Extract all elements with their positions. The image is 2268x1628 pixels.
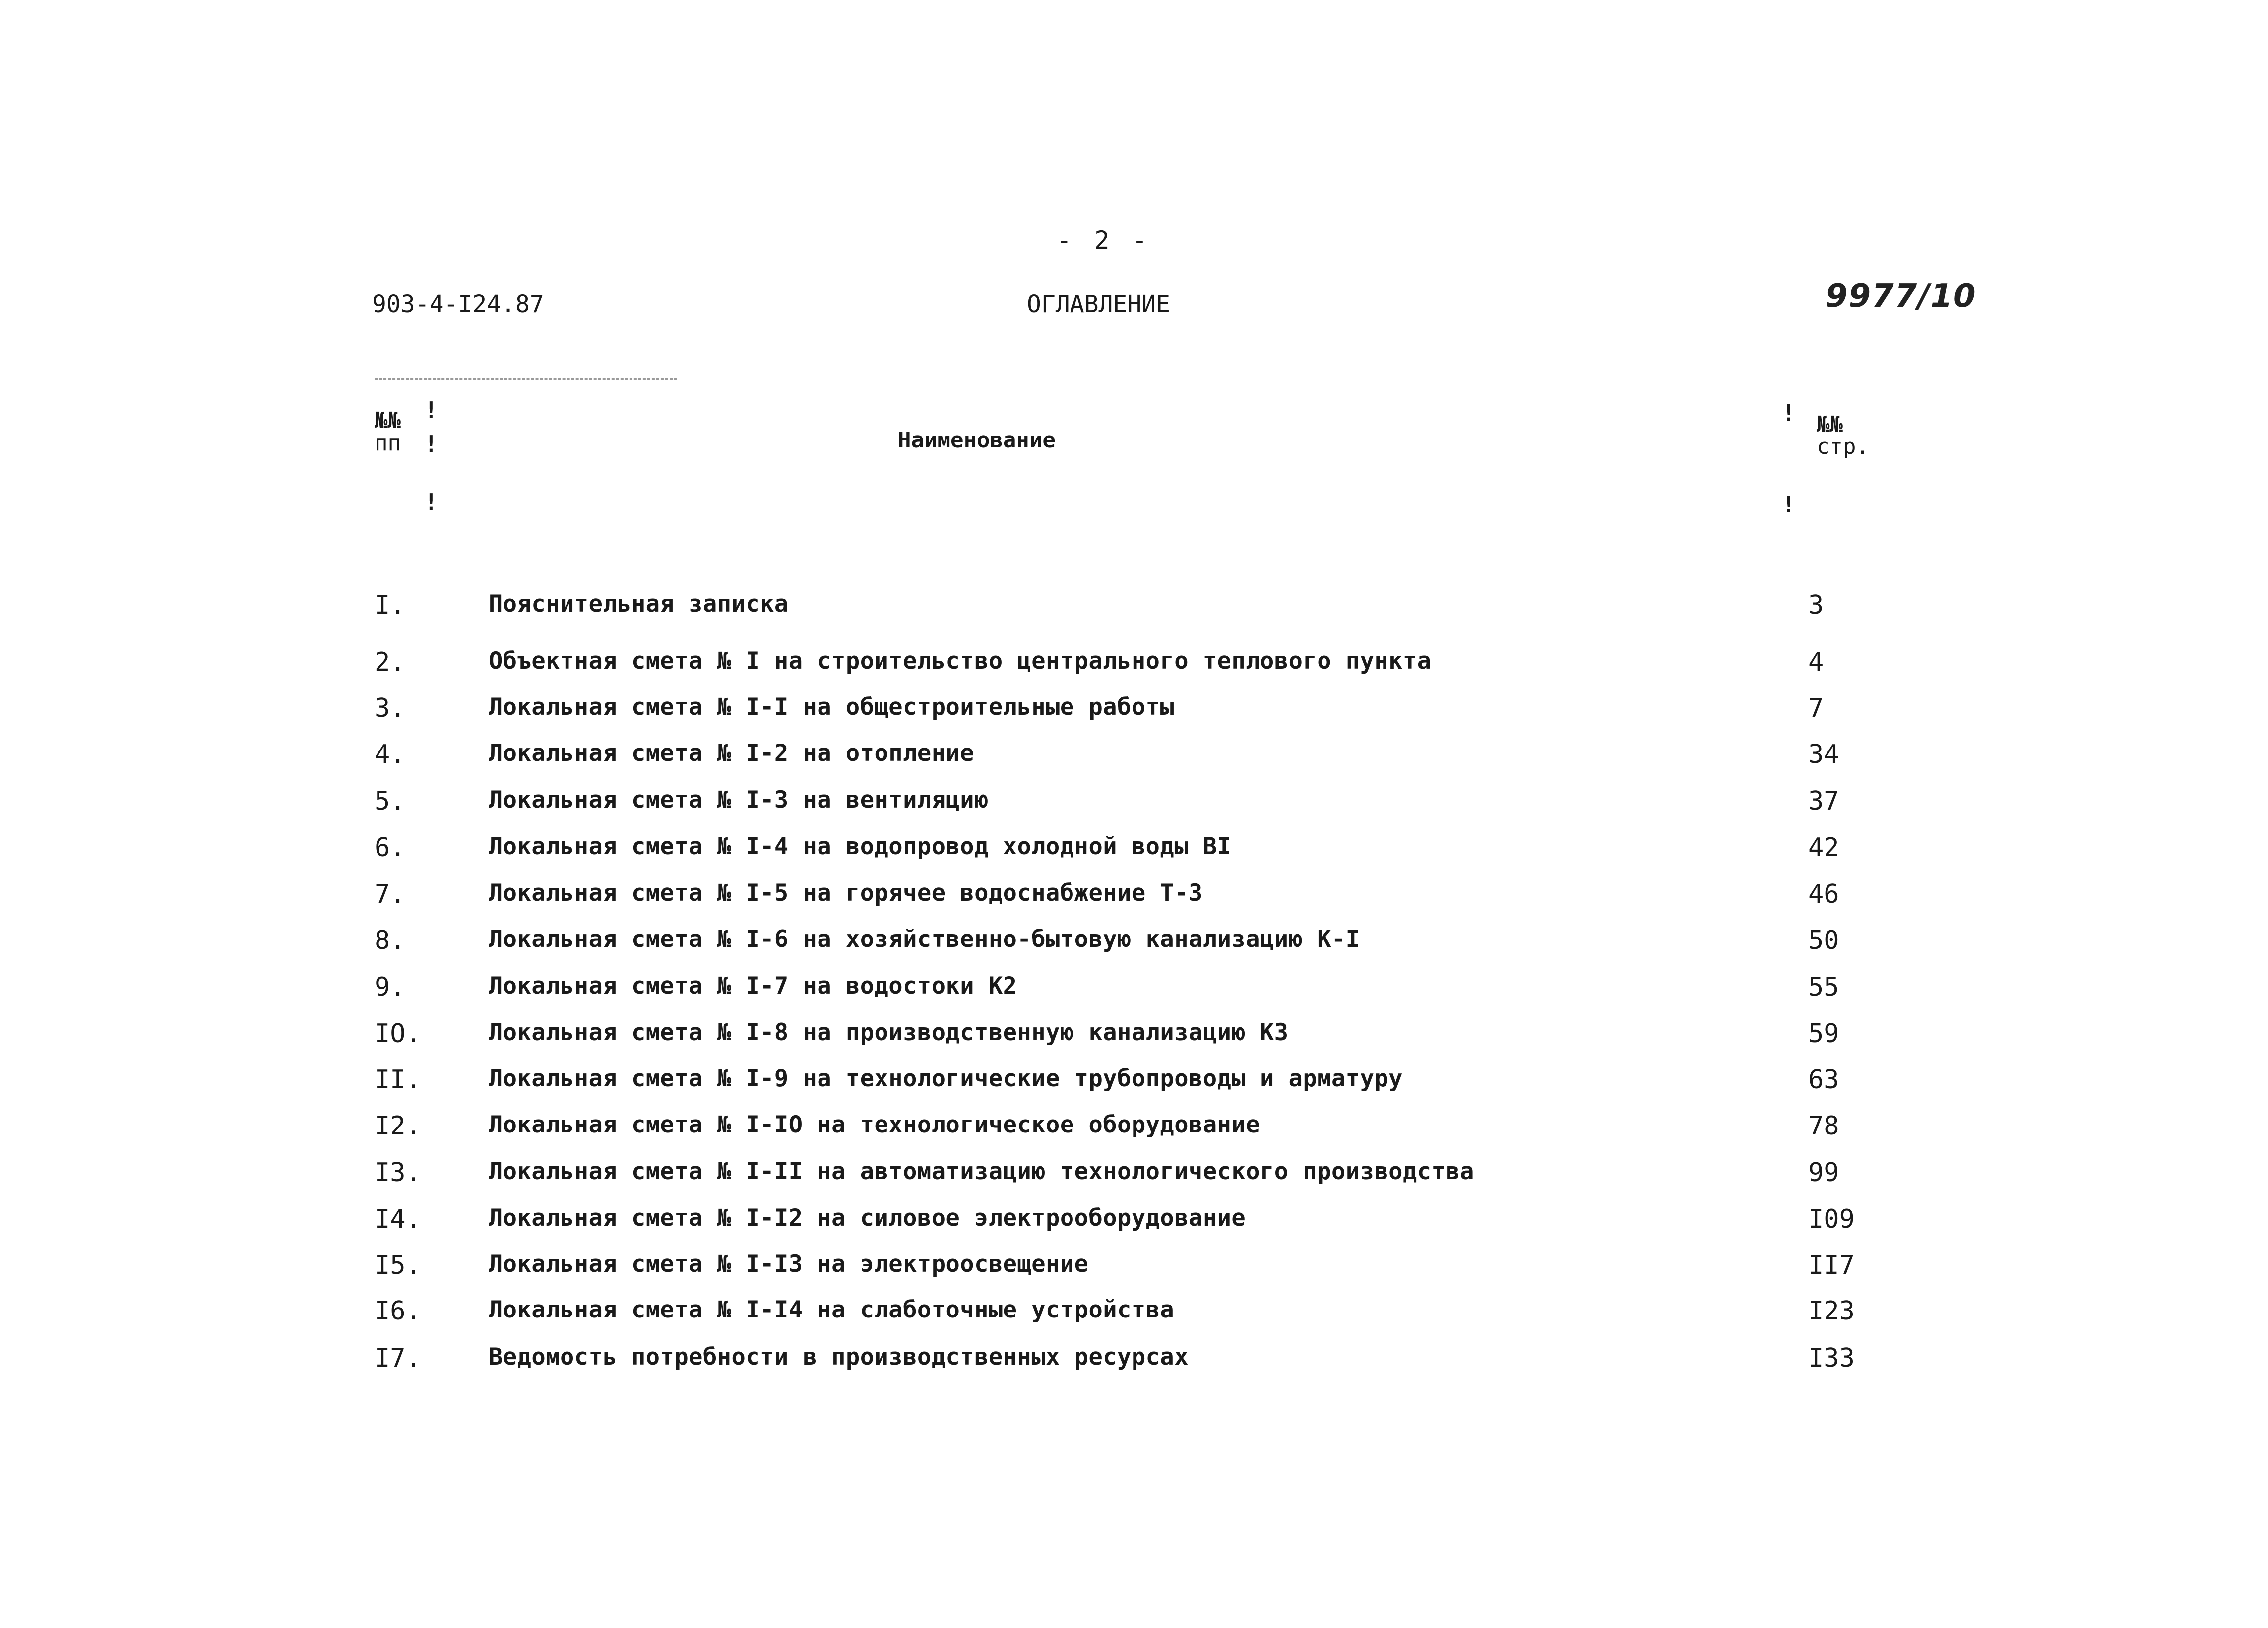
item-number: 9.	[375, 972, 406, 1002]
item-page: 3	[1808, 590, 1824, 620]
item-title: Локальная смета № I-II на автоматизацию технологического производства	[489, 1158, 1474, 1185]
item-number: I.	[375, 590, 406, 620]
list-item	[0, 1296, 2268, 1336]
item-title: Локальная смета № I-I4 на слаботочные устройства	[489, 1296, 1175, 1323]
handwritten-number: 9977/10	[1826, 278, 1977, 314]
item-page: 55	[1808, 972, 1839, 1002]
item-title: Локальная смета № I-3 на вентиляцию	[489, 786, 989, 814]
item-title: Локальная смета № I-8 на производственную канализацию К3	[489, 1019, 1289, 1046]
item-page: 78	[1808, 1111, 1839, 1141]
toc-title: ОГЛАВЛЕНИЕ	[1027, 290, 1170, 318]
list-item	[0, 590, 2268, 630]
num-header-line2: пп	[375, 431, 401, 456]
item-title: Объектная смета № I на строительство центрального теплового пункта	[489, 647, 1432, 675]
list-item	[0, 1251, 2268, 1290]
list-item	[0, 1065, 2268, 1105]
item-page: 37	[1808, 786, 1839, 816]
header-rule	[375, 378, 677, 380]
item-number: 4.	[375, 740, 406, 769]
list-item	[0, 926, 2268, 965]
item-title: Ведомость потребности в производственных ресурсах	[489, 1343, 1189, 1371]
item-number: IO.	[375, 1019, 421, 1049]
list-item	[0, 786, 2268, 826]
item-title: Локальная смета № I-4 на водопровод холодной воды ВI	[489, 833, 1232, 860]
item-page: I33	[1808, 1343, 1855, 1373]
item-page: I23	[1808, 1296, 1855, 1326]
page-number: - 2 -	[1057, 226, 1151, 254]
page-header-line1: №№	[1817, 412, 1843, 437]
item-title: Локальная смета № I-7 на водостоки К2	[489, 972, 1017, 1000]
name-column-header: Наименование	[898, 428, 1056, 453]
item-number: I5.	[375, 1251, 421, 1280]
item-page: 42	[1808, 833, 1839, 863]
item-page: 50	[1808, 926, 1839, 955]
item-page: 63	[1808, 1065, 1839, 1095]
item-number: I4.	[375, 1204, 421, 1234]
list-item	[0, 740, 2268, 779]
header-separator: !	[424, 397, 438, 424]
item-title: Локальная смета № I-I на общестроительные работы	[489, 693, 1175, 721]
header-separator: !	[424, 431, 438, 457]
list-item	[0, 693, 2268, 733]
list-item	[0, 1019, 2268, 1059]
item-page: 7	[1808, 693, 1824, 723]
item-number: 2.	[375, 647, 406, 677]
item-title: Локальная смета № I-I3 на электроосвещение	[489, 1251, 1089, 1278]
item-number: 5.	[375, 786, 406, 816]
num-header-line1: №№	[375, 408, 401, 433]
item-page: II7	[1808, 1251, 1855, 1280]
item-number: I3.	[375, 1158, 421, 1188]
item-number: II.	[375, 1065, 421, 1095]
item-title: Пояснительная записка	[489, 590, 789, 618]
item-number: 8.	[375, 926, 406, 955]
item-page: 4	[1808, 647, 1824, 677]
list-item	[0, 972, 2268, 1012]
item-number: 7.	[375, 879, 406, 909]
item-page: 34	[1808, 740, 1839, 769]
item-number: I2.	[375, 1111, 421, 1141]
item-page: 46	[1808, 879, 1839, 909]
list-item	[0, 647, 2268, 687]
item-number: 3.	[375, 693, 406, 723]
item-page: I09	[1808, 1204, 1855, 1234]
header-separator: !	[1782, 399, 1796, 426]
item-title: Локальная смета № I-IO на технологическое оборудование	[489, 1111, 1260, 1138]
item-page: 99	[1808, 1158, 1839, 1188]
list-item	[0, 1204, 2268, 1244]
list-item	[0, 1343, 2268, 1383]
item-number: 6.	[375, 833, 406, 863]
list-item	[0, 879, 2268, 919]
item-number: I6.	[375, 1296, 421, 1326]
page-header-line2: стр.	[1817, 434, 1869, 459]
item-title: Локальная смета № I-2 на отопление	[489, 740, 975, 767]
header-separator: !	[1782, 491, 1796, 518]
header-separator: !	[424, 489, 438, 515]
item-title: Локальная смета № I-9 на технологические трубопроводы и арматуру	[489, 1065, 1403, 1092]
document-code: 903-4-I24.87	[372, 290, 544, 318]
item-page: 59	[1808, 1019, 1839, 1049]
list-item	[0, 833, 2268, 873]
item-title: Локальная смета № I-5 на горячее водоснабжение Т-3	[489, 879, 1203, 907]
item-title: Локальная смета № I-I2 на силовое электрооборудование	[489, 1204, 1246, 1232]
item-number: I7.	[375, 1343, 421, 1373]
list-item	[0, 1158, 2268, 1197]
list-item	[0, 1111, 2268, 1151]
item-title: Локальная смета № I-6 на хозяйственно-бытовую канализацию К-I	[489, 926, 1360, 953]
